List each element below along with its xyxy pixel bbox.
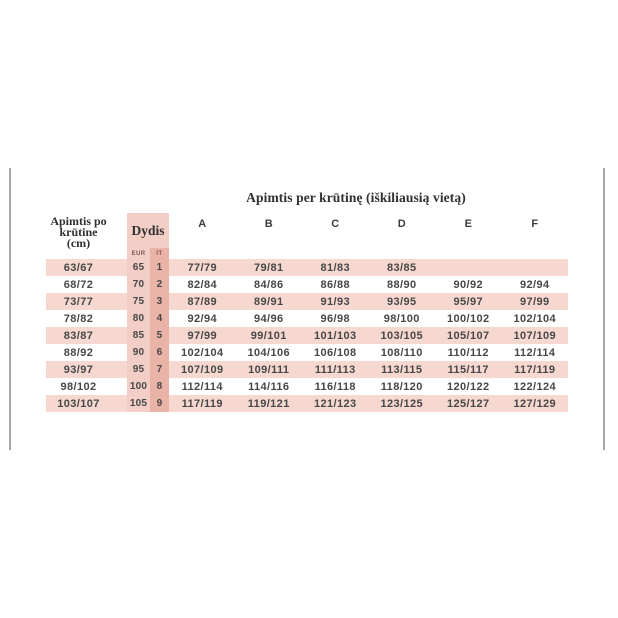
eur-size-value: 100 <box>127 378 150 395</box>
cup-size-value: 120/122 <box>446 380 490 393</box>
subheader-spacer <box>435 248 502 259</box>
cup-size-value: 127/129 <box>502 395 569 412</box>
chest-circumference-header: Apimtis per krūtinę (iškiliausią vietą) <box>246 190 466 205</box>
cup-column-label: E <box>464 218 472 230</box>
cup-size-value: 109/111 <box>236 361 303 378</box>
cup-size-value: 122/124 <box>513 380 557 393</box>
cup-size-value: 90/92 <box>453 278 484 291</box>
cup-size-value: 112/114 <box>514 346 556 359</box>
it-size-value: 4 <box>150 310 169 327</box>
cup-size-value: 101/103 <box>302 327 369 344</box>
cup-size-value: 115/117 <box>435 361 502 378</box>
cup-size-value: 106/108 <box>313 346 357 359</box>
underbust-header-line: Apimtis po <box>50 214 107 228</box>
eur-size-value: 75 <box>127 293 150 310</box>
cup-column-label: D <box>397 218 406 230</box>
cup-size-value: 81/83 <box>302 259 369 276</box>
eur-label: EUR <box>127 248 150 259</box>
subheader-spacer <box>169 248 236 259</box>
underbust-value: 98/102 <box>60 380 97 393</box>
eur-size-value: 65 <box>127 259 150 276</box>
it-size-value: 7 <box>150 361 169 378</box>
it-size-value: 1 <box>150 259 169 276</box>
cup-size-value: 95/97 <box>435 293 502 310</box>
cup-size-value: 77/79 <box>169 259 236 276</box>
subheader-spacer <box>369 248 436 259</box>
cup-column-label: B <box>264 218 273 230</box>
cup-size-value: 94/96 <box>253 312 284 325</box>
cup-size-value: 99/101 <box>236 327 303 344</box>
cup-size-value: 123/125 <box>369 395 436 412</box>
cup-size-value: 117/119 <box>169 395 236 412</box>
right-border-line <box>603 168 605 450</box>
it-size-value: 2 <box>150 276 169 293</box>
cup-size-value: 98/100 <box>383 312 420 325</box>
cup-size-value: 113/115 <box>369 361 436 378</box>
cup-size-value: 107/109 <box>502 327 569 344</box>
cup-size-value: 125/127 <box>435 395 502 412</box>
subheader-spacer <box>46 248 127 259</box>
cup-size-value: 117/119 <box>502 361 569 378</box>
cup-column-label: A <box>198 218 207 230</box>
cup-column-label: C <box>331 218 340 230</box>
subheader-spacer <box>502 248 569 259</box>
eur-size-value: 105 <box>127 395 150 412</box>
eur-size-value: 70 <box>127 276 150 293</box>
cup-size-value: 96/98 <box>320 312 351 325</box>
cup-size-value: 102/104 <box>513 312 557 325</box>
underbust-header-line: (cm) <box>66 236 91 250</box>
underbust-value: 93/97 <box>46 361 127 378</box>
cup-size-value: 107/109 <box>169 361 236 378</box>
cup-size-value: 102/104 <box>180 346 224 359</box>
eur-size-value: 80 <box>127 310 150 327</box>
cup-size-value: 88/90 <box>386 278 417 291</box>
cup-size-value: 110/112 <box>447 346 489 359</box>
underbust-value: 78/82 <box>63 312 94 325</box>
it-size-value: 3 <box>150 293 169 310</box>
cup-size-value: 105/107 <box>435 327 502 344</box>
cup-size-value: 104/106 <box>247 346 291 359</box>
underbust-value: 73/77 <box>46 293 127 310</box>
cup-size-value: 116/118 <box>314 380 356 393</box>
size-header: Dydis <box>127 213 169 248</box>
cup-size-value: 121/123 <box>302 395 369 412</box>
cup-size-value: 93/95 <box>369 293 436 310</box>
cup-size-value <box>502 259 569 276</box>
cup-size-value: 79/81 <box>236 259 303 276</box>
underbust-value: 63/67 <box>46 259 127 276</box>
it-label: IT <box>150 248 169 259</box>
cup-size-value: 97/99 <box>169 327 236 344</box>
cup-size-value: 100/102 <box>446 312 490 325</box>
cup-size-value: 84/86 <box>253 278 284 291</box>
eur-size-value: 95 <box>127 361 150 378</box>
cup-size-value: 87/89 <box>169 293 236 310</box>
left-border-line <box>9 168 11 450</box>
cup-size-value: 103/105 <box>369 327 436 344</box>
it-size-value: 9 <box>150 395 169 412</box>
cup-size-value: 119/121 <box>236 395 303 412</box>
cup-size-value: 86/88 <box>320 278 351 291</box>
underbust-value: 88/92 <box>63 346 94 359</box>
underbust-header <box>46 213 127 248</box>
cup-size-value: 92/94 <box>519 278 550 291</box>
eur-size-value: 85 <box>127 327 150 344</box>
underbust-header-line: krūtine <box>59 225 98 239</box>
cup-size-value: 114/116 <box>248 380 290 393</box>
cup-size-value: 97/99 <box>502 293 569 310</box>
underbust-value: 83/87 <box>46 327 127 344</box>
size-table <box>46 213 568 412</box>
cup-column-label: F <box>531 218 539 230</box>
cup-size-value: 91/93 <box>302 293 369 310</box>
cup-size-value: 118/120 <box>380 380 423 393</box>
cup-size-value: 82/84 <box>187 278 218 291</box>
cup-size-value: 89/91 <box>236 293 303 310</box>
subheader-spacer <box>302 248 369 259</box>
cup-size-value <box>435 259 502 276</box>
underbust-value: 103/107 <box>46 395 127 412</box>
it-size-value: 8 <box>150 378 169 395</box>
cup-size-value: 83/85 <box>369 259 436 276</box>
cup-size-value: 111/113 <box>302 361 369 378</box>
cup-size-value: 108/110 <box>380 346 423 359</box>
subheader-spacer <box>236 248 303 259</box>
cup-size-value: 112/114 <box>181 380 223 393</box>
underbust-value: 68/72 <box>63 278 94 291</box>
cup-size-value: 92/94 <box>187 312 218 325</box>
eur-size-value: 90 <box>127 344 150 361</box>
it-size-value: 6 <box>150 344 169 361</box>
it-size-value: 5 <box>150 327 169 344</box>
